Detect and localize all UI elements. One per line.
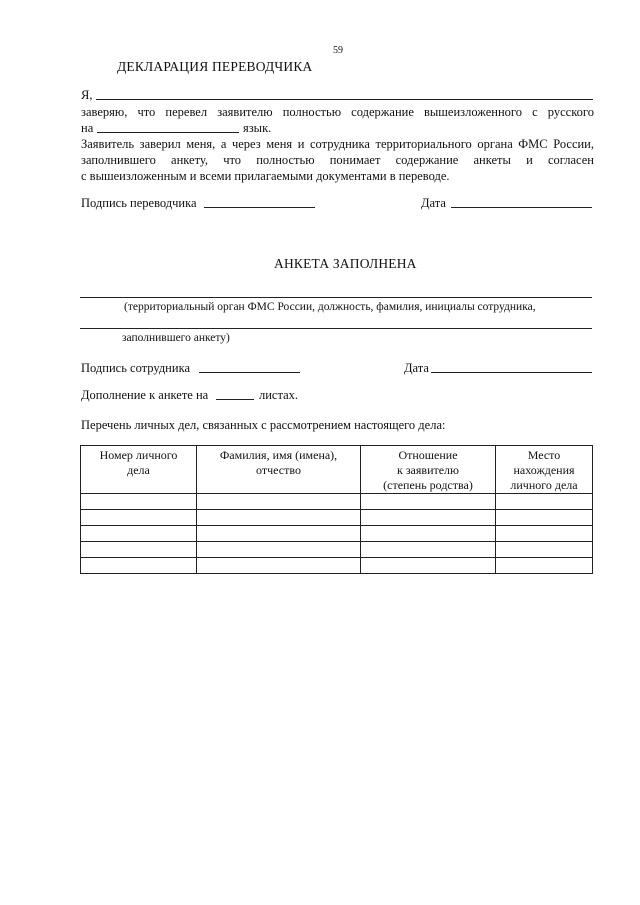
table-row xyxy=(81,510,593,526)
page-number: 59 xyxy=(333,45,343,56)
declaration-line-4: заполнившего анкету, что полностью понимает содержание анкеты и согласен xyxy=(81,153,594,167)
declaration-language-suffix: язык. xyxy=(243,121,272,135)
column-header-full-name: Фамилия, имя (имена), отчество xyxy=(197,446,361,494)
employee-info-field-1[interactable] xyxy=(80,297,592,298)
table-cell[interactable] xyxy=(361,542,496,558)
table-row xyxy=(81,558,593,574)
table-cell[interactable] xyxy=(81,510,197,526)
employee-date-label: Дата xyxy=(404,361,429,375)
translator-date-label: Дата xyxy=(421,196,446,210)
related-cases-table xyxy=(80,445,593,574)
column-header-relation: Отношение к заявителю (степень родства) xyxy=(361,446,496,494)
declaration-ya: Я, xyxy=(81,88,93,102)
addendum-prefix: Дополнение к анкете на xyxy=(81,388,209,402)
column-header-location: Место нахождения личного дела xyxy=(496,446,593,494)
table-cell[interactable] xyxy=(197,558,361,574)
column-header-case-number: Номер личного дела xyxy=(81,446,197,494)
cases-intro: Перечень личных дел, связанных с рассмотрением настоящего дела: xyxy=(81,418,446,432)
addendum-suffix: листах. xyxy=(259,388,299,402)
table-cell[interactable] xyxy=(361,510,496,526)
translator-name-field[interactable] xyxy=(96,99,593,100)
table-cell[interactable] xyxy=(81,542,197,558)
table-cell[interactable] xyxy=(197,526,361,542)
employee-date-field[interactable] xyxy=(431,372,592,373)
table-cell[interactable] xyxy=(361,558,496,574)
table-row xyxy=(81,542,593,558)
table-cell[interactable] xyxy=(496,510,593,526)
table-cell[interactable] xyxy=(197,494,361,510)
declaration-line-1: заверяю, что перевел заявителю полностью содержание вышеизложенного с русского xyxy=(81,105,594,119)
table-cell[interactable] xyxy=(81,494,197,510)
table-cell[interactable] xyxy=(361,526,496,542)
declaration-line-3: Заявитель заверил меня, а через меня и сотрудника территориального органа ФМС России, xyxy=(81,137,594,151)
table-header-row xyxy=(81,446,593,494)
table-cell[interactable] xyxy=(81,558,197,574)
table-row xyxy=(81,494,593,510)
table-cell[interactable] xyxy=(496,558,593,574)
employee-info-field-2[interactable] xyxy=(80,328,592,329)
table-cell[interactable] xyxy=(361,494,496,510)
employee-signature-field[interactable] xyxy=(199,372,300,373)
declaration-na: на xyxy=(81,121,94,135)
employee-info-caption-2: заполнившего анкету) xyxy=(122,332,230,344)
table-cell[interactable] xyxy=(197,510,361,526)
translator-signature-field[interactable] xyxy=(204,207,315,208)
table-cell[interactable] xyxy=(496,526,593,542)
employee-info-caption-1: (территориальный орган ФМС России, должность, фамилия, инициалы сотрудника, xyxy=(124,301,536,313)
table-cell[interactable] xyxy=(496,542,593,558)
translator-signature-label: Подпись переводчика xyxy=(81,196,197,210)
table-cell[interactable] xyxy=(197,542,361,558)
completed-title: АНКЕТА ЗАПОЛНЕНА xyxy=(274,256,417,271)
declaration-line-5: с вышеизложенным и всеми прилагаемыми документами в переводе. xyxy=(81,169,450,183)
table-row xyxy=(81,526,593,542)
translator-date-field[interactable] xyxy=(451,207,592,208)
employee-signature-label: Подпись сотрудника xyxy=(81,361,190,375)
declaration-title: ДЕКЛАРАЦИЯ ПЕРЕВОДЧИКА xyxy=(117,59,313,74)
addendum-sheets-field[interactable] xyxy=(216,399,254,400)
language-field[interactable] xyxy=(97,132,239,133)
table-cell[interactable] xyxy=(81,526,197,542)
table-cell[interactable] xyxy=(496,494,593,510)
